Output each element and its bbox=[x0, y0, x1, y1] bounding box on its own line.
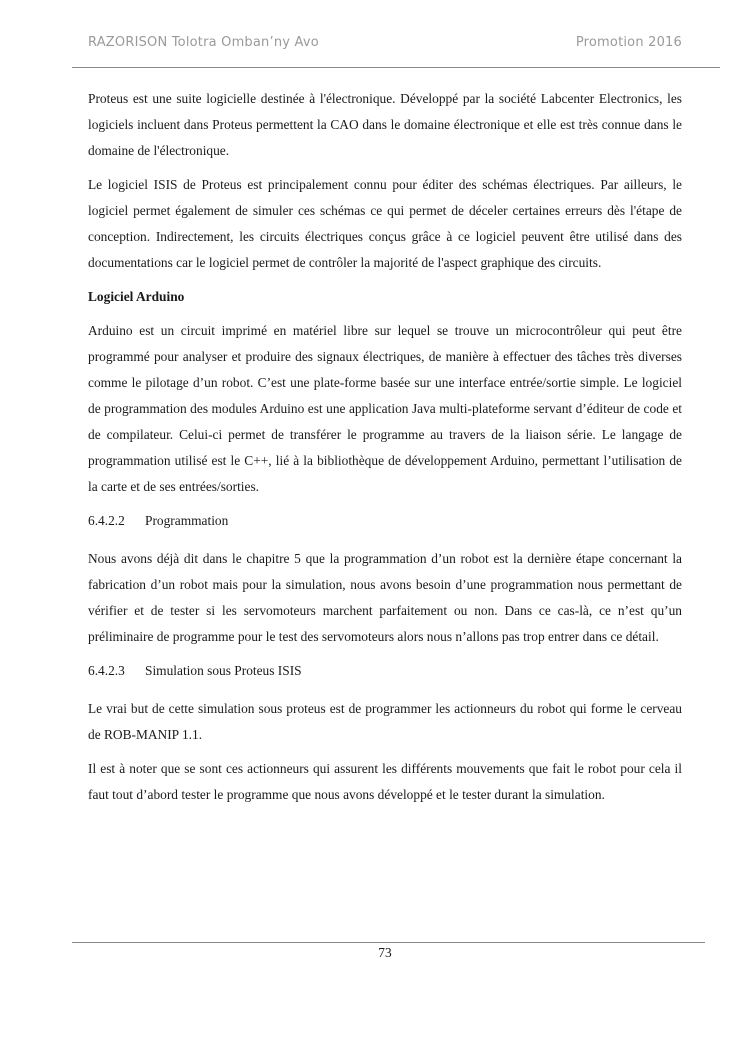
section-title: Simulation sous Proteus ISIS bbox=[145, 663, 302, 678]
header-divider bbox=[72, 67, 720, 68]
page-header bbox=[88, 35, 682, 50]
header-promotion: Promotion 2016 bbox=[575, 35, 682, 50]
heading-arduino: Logiciel Arduino bbox=[88, 289, 185, 304]
paragraph-programmation: Nous avons déjà dit dans le chapitre 5 que la programmation d’un robot est la dernière étape concernant la fabrication d’un robot mais pour la simulation, nous avons besoin d’une programmation nous permettant de vérifier et de tester si les servomoteurs marchent parfaitement ou non. Dans ce cas-là, ce n’est qu’un préliminaire de programme pour le test des servomoteurs alors nous n’allons pas trop entrer dans ce détail. bbox=[88, 551, 682, 644]
paragraph-arduino: Arduino est un circuit imprimé en matériel libre sur lequel se trouve un microcontrôleur qui peut être programmé pour analyser et produire des signaux électriques, de manière à effectuer des tâches très diverses comme le pilotage d’un robot. C’est une plate-forme basée sur une interface entrée/sortie simple. Le logiciel de programmation des modules Arduino est une application Java multi-plateforme servant d’éditeur de code et de compilateur. Celui-ci permet de transférer le programme au travers de la liaison série. Le langage de programmation utilisé est le C++, lié à la bibliothèque de développement Arduino, permettant l’utilisation de la carte et de ses entrées/sorties. bbox=[88, 323, 682, 494]
section-number: 6.4.2.3 bbox=[88, 663, 125, 678]
paragraph-proteus-intro: Proteus est une suite logicielle destinée à l'électronique. Développé par la société Labcenter Electronics, les logiciels incluent dans Proteus permettent la CAO dans le domaine électronique et elle est très connue dans le domaine de l'électronique. bbox=[88, 91, 682, 158]
page-content bbox=[88, 86, 682, 816]
section-heading-simulation bbox=[88, 658, 682, 684]
section-title: Programmation bbox=[145, 513, 229, 528]
page-number: 73 bbox=[378, 945, 392, 960]
paragraph-simulation-goal: Le vrai but de cette simulation sous proteus est de programmer les actionneurs du robot qui forme le cerveau de ROB-MANIP 1.1. bbox=[88, 701, 682, 742]
paragraph-simulation-note: Il est à noter que se sont ces actionneurs qui assurent les différents mouvements que fait le robot pour cela il faut tout d’abord tester le programme que nous avons développé et le tester durant la simulation. bbox=[88, 761, 682, 802]
paragraph-isis: Le logiciel ISIS de Proteus est principalement connu pour éditer des schémas électriques. Par ailleurs, le logiciel permet également de simuler ces schémas ce qui permet de déceler certaines erreurs dès l'étape de conception. Indirectement, les circuits électriques conçus grâce à ce logiciel peuvent être utilisé dans des documentations car le logiciel permet de contrôler la majorité de l'aspect graphique des circuits. bbox=[88, 177, 682, 270]
header-author: RAZORISON Tolotra Omban’ny Avo bbox=[88, 35, 319, 50]
section-heading-programmation bbox=[88, 508, 682, 534]
footer-divider bbox=[72, 942, 705, 943]
section-number: 6.4.2.2 bbox=[88, 513, 125, 528]
